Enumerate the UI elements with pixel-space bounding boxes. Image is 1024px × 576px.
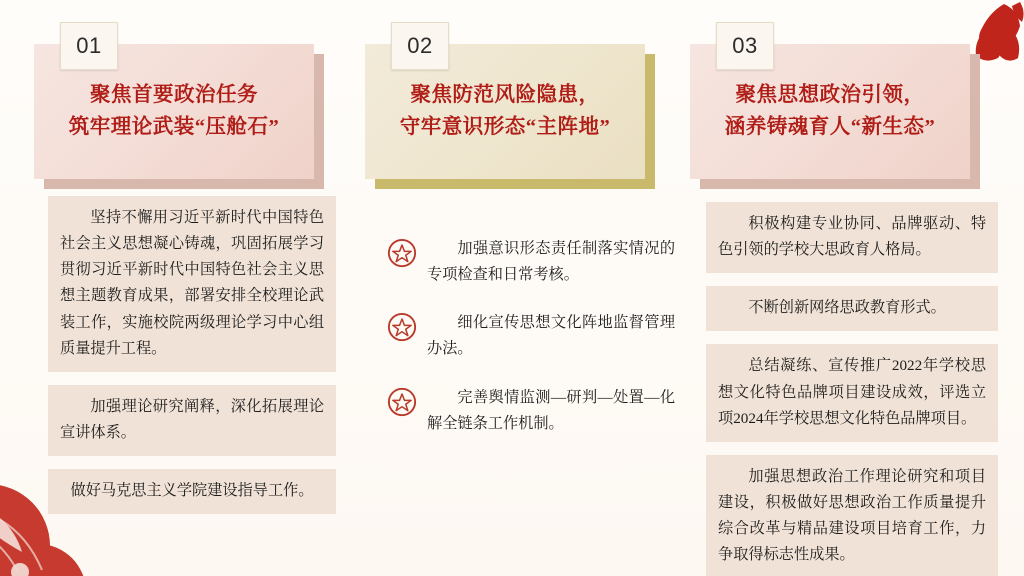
list-item <box>387 385 675 437</box>
banner-title-line2: 筑牢理论武装“压舱石” <box>68 115 280 138</box>
banner-title <box>400 80 611 144</box>
star-circle-icon <box>387 312 417 342</box>
body-paragraph: 总结凝练、宣传推广2022年学校思想文化特色品牌项目建设成效，评选立项2024年学校思想文化特色品牌项目。 <box>706 344 998 441</box>
list-item <box>387 236 675 288</box>
banner-title-line2: 涵养铸魂育人“新生态” <box>724 115 936 138</box>
column-body-03 <box>706 202 998 576</box>
banner-title-line1: 聚焦防范风险隐患， <box>410 83 600 106</box>
column-number-badge-02: 02 <box>391 22 449 70</box>
column-02 <box>365 0 675 576</box>
body-paragraph: 加强思想政治工作理论研究和项目建设，积极做好思想政治工作质量提升综合改革与精品建设项目培育工作，力争取得标志性成果。 <box>706 455 998 576</box>
banner-title <box>725 80 936 144</box>
banner-title-line1: 聚焦首要政治任务 <box>90 83 258 106</box>
list-item-text: 完善舆情监测—研判—处置—化解全链条工作机制。 <box>427 388 675 432</box>
body-paragraph: 做好马克思主义学院建设指导工作。 <box>48 469 336 514</box>
list-item <box>387 310 675 362</box>
column-01 <box>34 0 334 576</box>
star-circle-icon <box>387 387 417 417</box>
body-paragraph: 加强理论研究阐释，深化拓展理论宣讲体系。 <box>48 385 336 456</box>
star-circle-icon <box>387 238 417 268</box>
column-number-badge-03: 03 <box>716 22 774 70</box>
body-paragraph: 坚持不懈用习近平新时代中国特色社会主义思想凝心铸魂，巩固拓展学习贯彻习近平新时代中国特色社会主义思想主题教育成果，部署安排全校理论武装工作，实施校院两级理论学习中心组质量提升工程。 <box>48 196 336 372</box>
column-03 <box>690 0 990 576</box>
column-number-badge-01: 01 <box>60 22 118 70</box>
body-paragraph: 不断创新网络思政教育形式。 <box>706 286 998 331</box>
column-body-02 <box>387 236 675 459</box>
banner-title <box>69 80 280 144</box>
body-paragraph: 积极构建专业协同、品牌驱动、特色引领的学校大思政育人格局。 <box>706 202 998 273</box>
column-body-01 <box>48 196 336 527</box>
banner-title-line1: 聚焦思想政治引领， <box>735 83 925 106</box>
list-item-text: 加强意识形态责任制落实情况的专项检查和日常考核。 <box>427 240 675 284</box>
banner-title-line2: 守牢意识形态“主阵地” <box>399 115 611 138</box>
list-item-text: 细化宣传思想文化阵地监督管理办法。 <box>427 314 675 358</box>
